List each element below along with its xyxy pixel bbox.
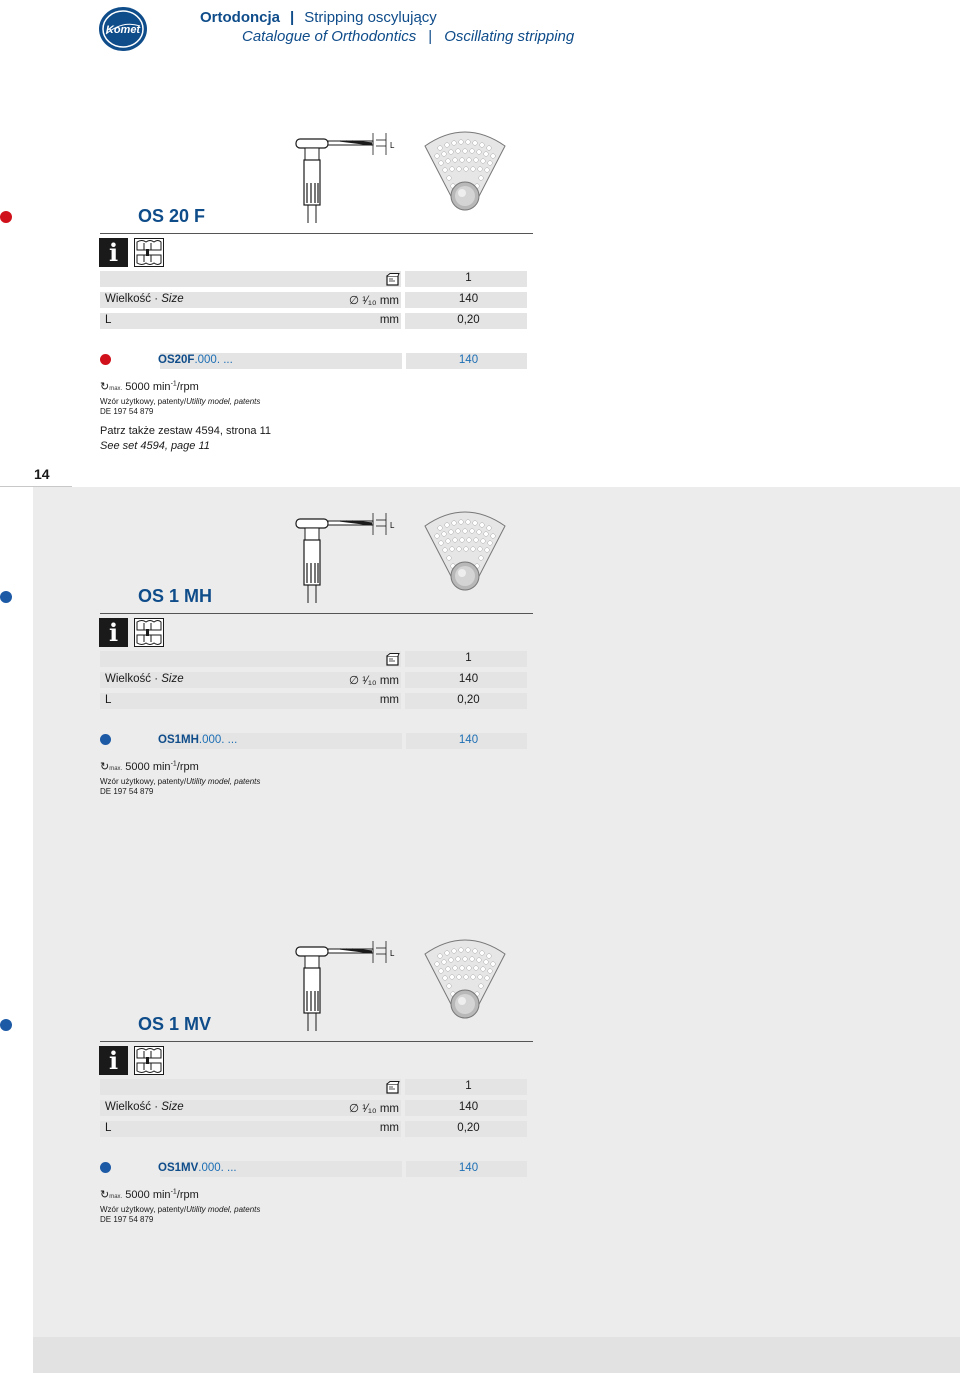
page-number: 14 [34, 466, 50, 482]
order-code: OS1MV.000. ... [158, 1162, 237, 1174]
pack-value: 1 [465, 272, 472, 284]
title-rule [100, 613, 533, 614]
length-row [100, 693, 527, 709]
order-row [100, 733, 527, 749]
header-subtitle-pl: Stripping oscylujący [304, 9, 437, 26]
length-unit: mm [379, 314, 399, 326]
pack-value: 1 [465, 652, 472, 664]
title-rule [100, 1041, 533, 1042]
length-label: L [105, 314, 112, 326]
product-color-dot [0, 211, 12, 223]
row-bg [100, 1079, 401, 1095]
length-row [100, 1121, 527, 1137]
product-title: OS 1 MV [138, 1014, 212, 1034]
info-icon: i [99, 238, 128, 267]
size-unit: ∅ ¹⁄₁₀ mm [349, 295, 399, 307]
size-label: Wielkość · Size [105, 1101, 184, 1113]
rotation-icon: ↻ [100, 1189, 110, 1201]
row-bg [100, 693, 401, 709]
svg-text:L: L [390, 949, 395, 958]
product-block [0, 380, 960, 796]
rpm-info: ↻max. 5000 $\min^{-1}$/rpm [100, 1188, 199, 1201]
teeth-icon [134, 1046, 164, 1075]
pack-icon [386, 273, 400, 286]
patent-info: Wzór użytkowy, patenty/Utility model, patents DE 197 54 879 [100, 397, 261, 416]
title-rule [100, 233, 533, 234]
order-value: 140 [458, 354, 479, 366]
size-label: Wielkość · Size [105, 673, 184, 685]
see-also: Patrz także zestaw 4594, strona 11 See set 4594, page 11 [100, 425, 271, 452]
product-drawing [290, 128, 540, 228]
size-unit: ∅ ¹⁄₁₀ mm [349, 1103, 399, 1115]
pack-row [100, 271, 527, 287]
pack-row [100, 1079, 527, 1095]
length-row [100, 313, 527, 329]
pack-row [100, 651, 527, 667]
info-icon: i [99, 618, 128, 647]
size-value: 140 [458, 673, 479, 685]
row-bg [100, 1121, 401, 1137]
rpm-info: ↻max. 5000 $\min^{-1}$/rpm [100, 380, 199, 393]
rpm-info: ↻max. 5000 $\min^{-1}$/rpm [100, 760, 199, 773]
length-value: 0,20 [457, 314, 480, 326]
length-value: 0,20 [457, 694, 480, 706]
product-title: OS 20 F [138, 206, 206, 226]
teeth-icon [134, 238, 164, 267]
svg-text:L: L [390, 521, 395, 530]
length-unit: mm [379, 1122, 399, 1134]
header-separator: | [290, 9, 295, 26]
bottom-band [33, 1337, 960, 1373]
product-title: OS 1 MH [138, 586, 213, 606]
order-code: OS20F.000. ... [158, 354, 233, 366]
row-bg [100, 651, 401, 667]
header-subtitle-en: Oscillating stripping [444, 28, 575, 45]
product-color-dot [0, 1019, 12, 1031]
header-title-pl: Ortodoncja [200, 9, 281, 26]
order-value: 140 [458, 734, 479, 746]
order-value: 140 [458, 1162, 479, 1174]
product-color-dot [0, 591, 12, 603]
product-drawing [290, 936, 540, 1036]
header-title-en: Catalogue of Orthodontics [242, 28, 417, 45]
svg-text:Komet: Komet [105, 24, 141, 36]
rotation-icon: ↻ [100, 761, 110, 773]
size-value: 140 [458, 1101, 479, 1113]
size-unit: ∅ ¹⁄₁₀ mm [349, 675, 399, 687]
size-row [100, 292, 527, 308]
pack-icon [386, 1081, 400, 1094]
order-row [100, 1161, 527, 1177]
header-separator: | [428, 28, 433, 45]
teeth-icon [134, 618, 164, 647]
svg-text:L: L [390, 141, 395, 150]
length-label: L [105, 1122, 112, 1134]
size-label: Wielkość · Size [105, 293, 184, 305]
product-drawing [290, 508, 540, 608]
length-value: 0,20 [457, 1122, 480, 1134]
length-unit: mm [379, 694, 399, 706]
size-row [100, 1100, 527, 1116]
pack-icon [386, 653, 400, 666]
patent-info: Wzór użytkowy, patenty/Utility model, patents DE 197 54 879 [100, 1205, 261, 1224]
size-row [100, 672, 527, 688]
length-label: L [105, 694, 112, 706]
order-row [100, 353, 527, 369]
row-bg [100, 271, 401, 287]
row-bg [100, 313, 401, 329]
order-code: OS1MH.000. ... [158, 734, 238, 746]
product-block [0, 0, 960, 452]
patent-info: Wzór użytkowy, patenty/Utility model, patents DE 197 54 879 [100, 777, 261, 796]
product-block [0, 808, 960, 1224]
info-icon: i [99, 1046, 128, 1075]
pack-value: 1 [465, 1080, 472, 1092]
size-value: 140 [458, 293, 479, 305]
rotation-icon: ↻ [100, 381, 110, 393]
